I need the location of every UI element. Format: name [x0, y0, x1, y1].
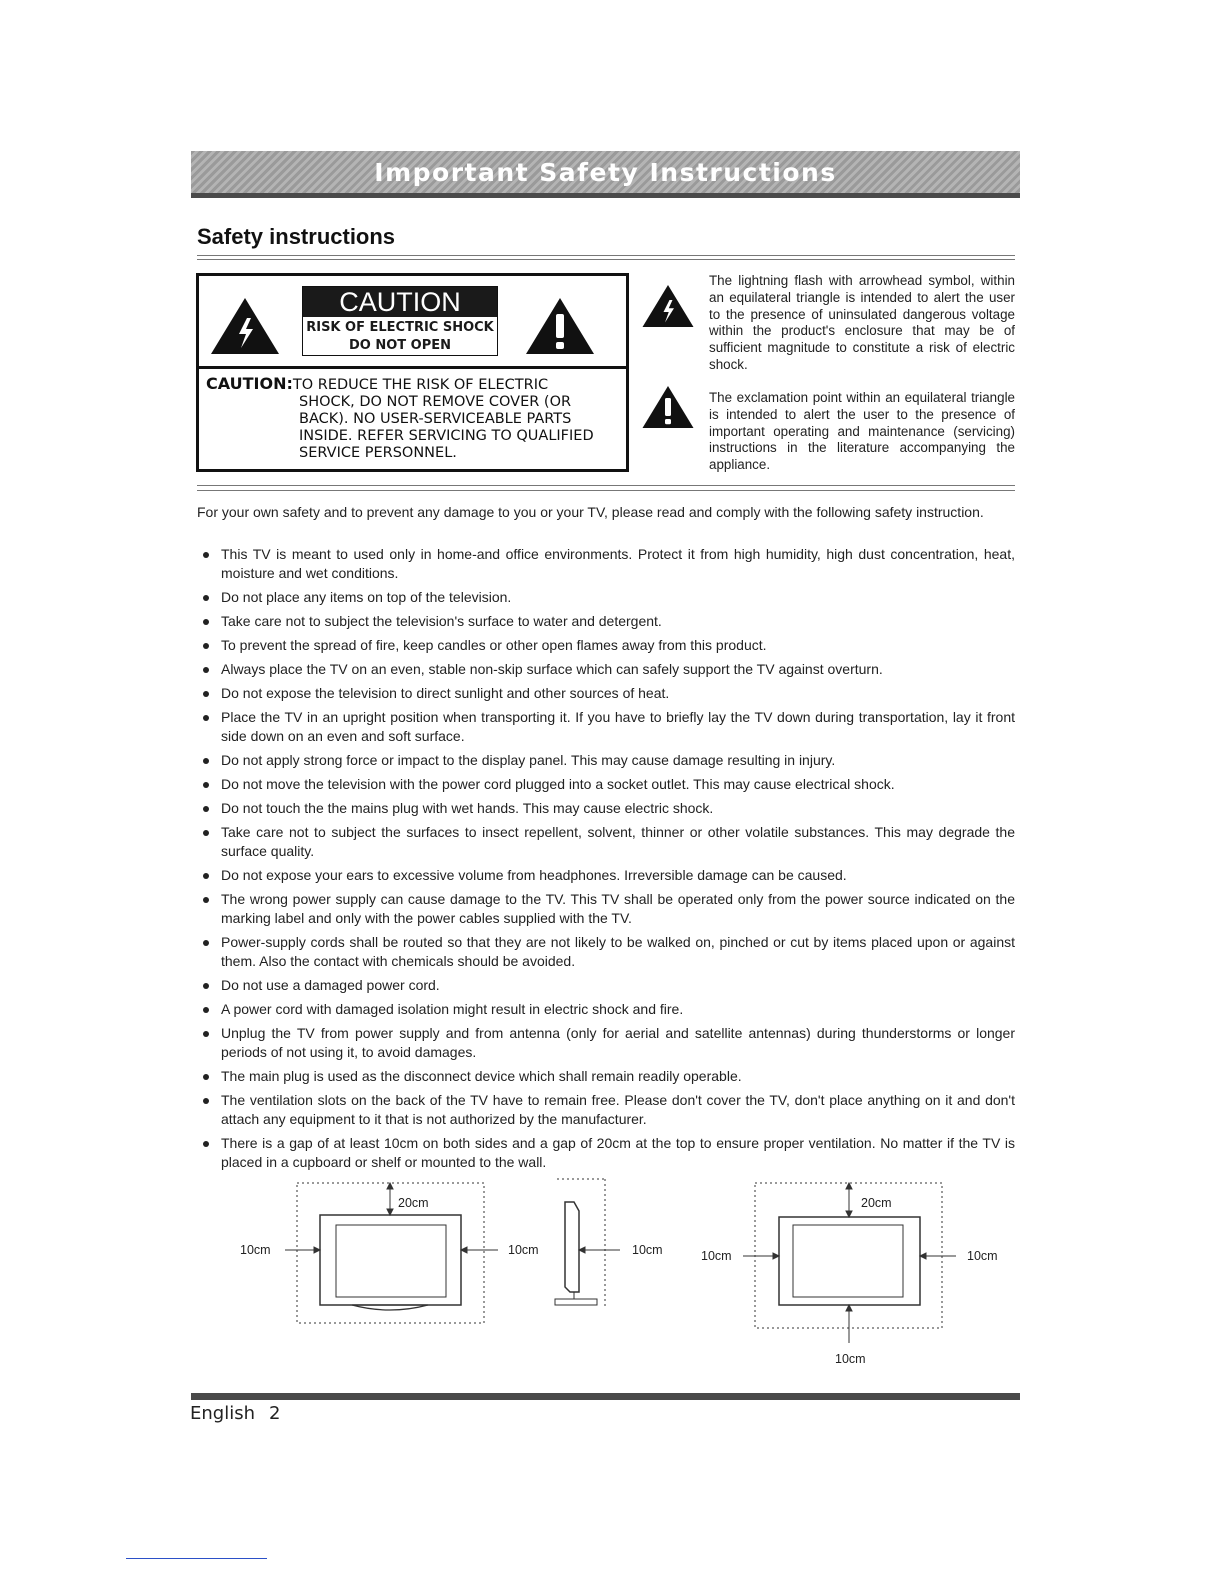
- exclamation-warning-icon: [524, 296, 596, 356]
- side-right-label: 10cm: [632, 1243, 663, 1257]
- tv-wall-mount-view: [743, 1183, 956, 1343]
- list-item: This TV is meant to used only in home-and office environments. Protect it from high humidity, high dust concentration, heat, moisture and wet conditions.: [197, 545, 1015, 583]
- caution-line-5: SERVICE PERSONNEL.: [299, 445, 457, 461]
- risk-electric-shock-text: RISK OF ELECTRIC SHOCK: [306, 320, 494, 335]
- do-not-open-text: DO NOT OPEN: [348, 338, 452, 353]
- wall-top-label: 20cm: [861, 1196, 892, 1210]
- exclamation-symbol-text: The exclamation point within an equilateral triangle is intended to alert the user to the presence of important operating and maintenance (servicing) instructions in the literature accompanying the appliance.: [709, 390, 1015, 473]
- caution-box: [196, 273, 629, 472]
- wall-bottom-label: 10cm: [835, 1352, 866, 1366]
- list-item: The ventilation slots on the back of the TV have to remain free. Please don't cover the TV, don't place anything on it and don't attach any equipment to it that is not authorized by the manufacturer.: [197, 1091, 1015, 1129]
- caution-line-1: TO REDUCE THE RISK OF ELECTRIC: [292, 377, 549, 393]
- safety-list: [197, 545, 1015, 1177]
- wall-right-label: 10cm: [967, 1249, 998, 1263]
- caution-line-4: INSIDE. REFER SERVICING TO QUALIFIED: [299, 428, 594, 444]
- footer-bar: [191, 1393, 1020, 1400]
- section-divider-top: [197, 255, 1015, 260]
- lightning-symbol-text: The lightning flash with arrowhead symbol, within an equilateral triangle is intended to alert the user to the presence of uninsulated dangerous voltage within the product's enclosure that may be of sufficient magnitude to constitute a risk of electric shock.: [709, 273, 1015, 372]
- list-item: Place the TV in an upright position when transporting it. If you have to briefly lay the TV down during transportation, lay it front side down on an even and soft surface.: [197, 708, 1015, 746]
- list-item: There is a gap of at least 10cm on both sides and a gap of 20cm at the top to ensure proper ventilation. No matter if the TV is placed in a cupboard or shelf or mounted to the wall.: [197, 1134, 1015, 1172]
- list-item: Power-supply cords shall be routed so that they are not likely to be walked on, pinched or cut by items placed upon or against them. Also the contact with chemicals should be avoided.: [197, 933, 1015, 971]
- section-divider-bottom: [197, 485, 1015, 491]
- list-item: Do not move the television with the power cord plugged into a socket outlet. This may cause electrical shock.: [197, 775, 1015, 794]
- tv-front-view: [285, 1183, 498, 1323]
- caution-box-lower: [199, 369, 626, 469]
- lightning-symbol-icon: [641, 283, 695, 329]
- exclamation-symbol-explanation: [641, 390, 1021, 480]
- lightning-warning-icon: [209, 296, 281, 356]
- list-item: Take care not to subject the television's surface to water and detergent.: [197, 612, 1015, 631]
- footer-language: English: [190, 1403, 255, 1424]
- list-item: Do not place any items on top of the television.: [197, 588, 1015, 607]
- section-title: Safety instructions: [197, 224, 396, 249]
- list-item: The main plug is used as the disconnect device which shall remain readily operable.: [197, 1067, 1015, 1086]
- caution-line-2: SHOCK, DO NOT REMOVE COVER (OR: [299, 394, 572, 410]
- list-item: Always place the TV on an even, stable non-skip surface which can safely support the TV against overturn.: [197, 660, 1015, 679]
- list-item: Do not touch the the mains plug with wet hands. This may cause electric shock.: [197, 799, 1015, 818]
- page-title: Important Safety Instructions: [374, 157, 837, 187]
- front-right-label: 10cm: [508, 1243, 539, 1257]
- list-item: Do not use a damaged power cord.: [197, 976, 1015, 995]
- caution-label: CAUTION: [303, 287, 497, 317]
- ventilation-clearance-diagram: [230, 1175, 1020, 1375]
- list-item: The wrong power supply can cause damage to the TV. This TV shall be operated only from the power source indicated on the marking label and only with the power cables supplied with the TV.: [197, 890, 1015, 928]
- list-item: Do not expose your ears to excessive volume from headphones. Irreversible damage can be caused.: [197, 866, 1015, 885]
- front-left-label: 10cm: [240, 1243, 271, 1257]
- footer: [190, 1403, 280, 1424]
- list-item: A power cord with damaged isolation might result in electric shock and fire.: [197, 1000, 1015, 1019]
- list-item: Do not apply strong force or impact to the display panel. This may cause damage resulting in injury.: [197, 751, 1015, 770]
- page-edge-line: [126, 1558, 267, 1559]
- caution-lower-label: CAUTION:: [206, 374, 293, 393]
- list-item: To prevent the spread of fire, keep candles or other open flames away from this product.: [197, 636, 1015, 655]
- front-top-label: 20cm: [398, 1196, 429, 1210]
- tv-side-view: [555, 1179, 620, 1307]
- page-number: 2: [269, 1403, 281, 1424]
- caution-line-3: BACK). NO USER-SERVICEABLE PARTS: [299, 411, 572, 427]
- list-item: Do not expose the television to direct sunlight and other sources of heat.: [197, 684, 1015, 703]
- lightning-symbol-explanation: [641, 273, 1021, 378]
- header-banner: [191, 151, 1020, 198]
- caution-box-upper: [199, 276, 626, 369]
- exclamation-symbol-icon: [641, 384, 695, 430]
- list-item: Unplug the TV from power supply and from antenna (only for aerial and satellite antennas) during thunderstorms or longer periods of not using it, to avoid damages.: [197, 1024, 1015, 1062]
- caution-label-box: [302, 286, 498, 356]
- wall-left-label: 10cm: [701, 1249, 732, 1263]
- intro-paragraph: For your own safety and to prevent any damage to you or your TV, please read and comply with the following safety instruction.: [197, 504, 984, 520]
- list-item: Take care not to subject the surfaces to insect repellent, solvent, thinner or other volatile substances. This may degrade the surface quality.: [197, 823, 1015, 861]
